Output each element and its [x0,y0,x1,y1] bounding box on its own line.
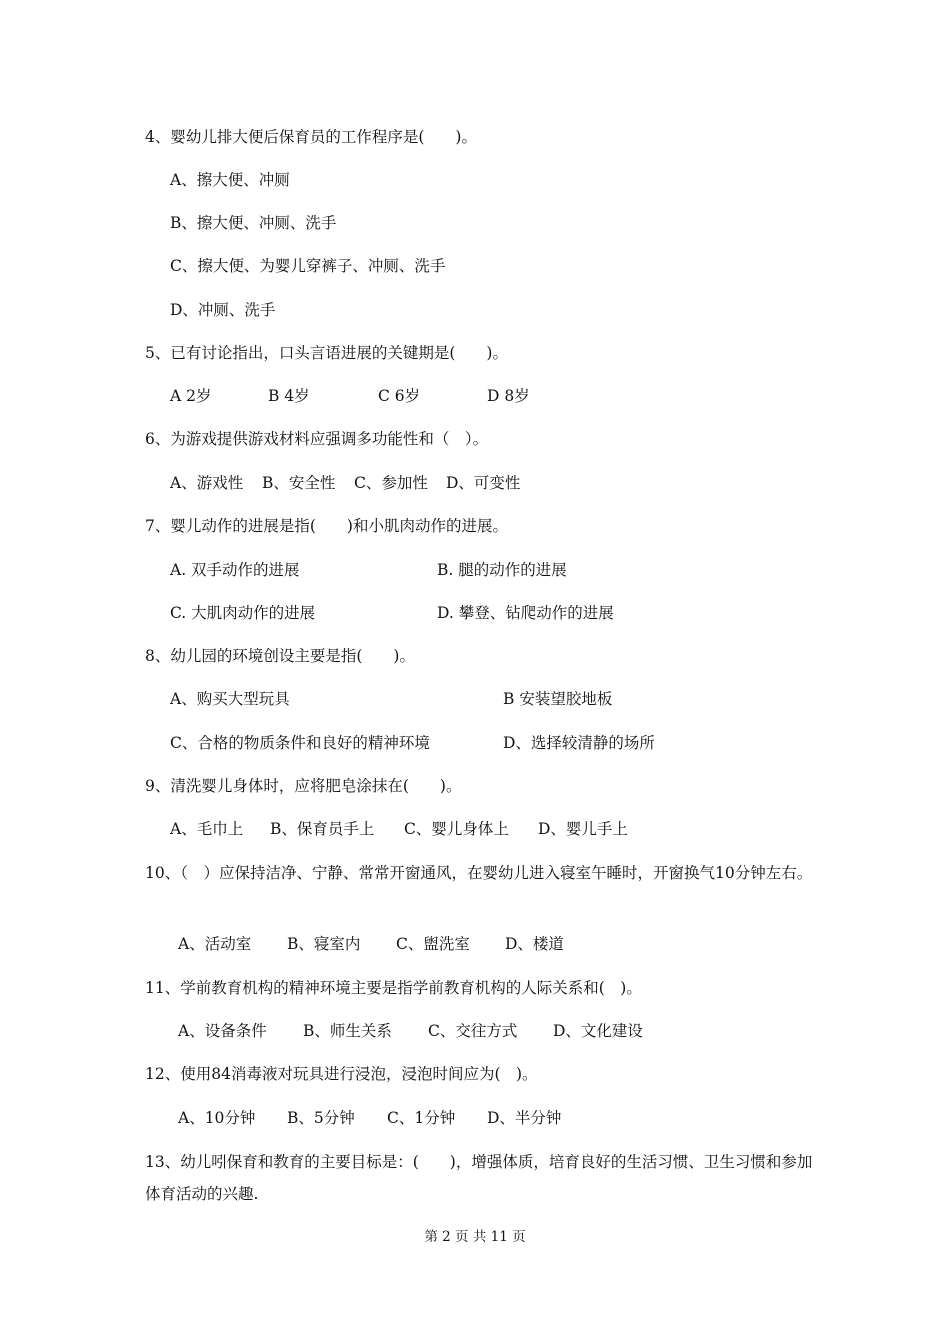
question-9-option-b: B、保育员手上 [270,820,375,838]
question-9-option-a: A、毛巾上 [170,820,244,838]
question-11-option-a: A、设备条件 [178,1022,267,1040]
question-11-option-d: D、文化建设 [553,1022,643,1040]
question-9-stem: 9、清洗婴儿身体时，应将肥皂涂抹在( )。 [145,777,462,795]
question-6-option-c: C、参加性 [354,474,428,492]
question-8-option-b: B 安装望胶地板 [503,690,613,708]
question-8-option-a: A、购买大型玩具 [170,690,290,708]
question-9-option-d: D、婴儿手上 [538,820,628,838]
question-6-option-d: D、可变性 [446,474,521,492]
question-13-stem: 13、幼儿吲保育和教育的主要目标是：( )，增强体质，培育良好的生活习惯、卫生习惯和参加体育活动的兴趣. [145,1153,813,1203]
question-10-option-a: A、活动室 [178,935,252,953]
question-4-option-d: D、冲厕、洗手 [170,301,276,319]
question-4-option-a: A、擦大便、冲厕 [170,171,290,189]
question-7-stem: 7、婴儿动作的进展是指( )和小肌肉动作的进展。 [145,517,508,535]
question-10-option-c: C、盥洗室 [396,935,470,953]
question-12-stem: 12、使用84消毒液对玩具进行浸泡，浸泡时间应为( )。 [145,1065,538,1083]
question-6-option-a: A、游戏性 [170,474,244,492]
page-number-footer: 第 2 页 共 11 页 [424,1229,526,1245]
question-7-option-c: C. 大肌肉动作的进展 [170,604,316,622]
question-5-option-d: D 8岁 [487,387,530,405]
question-6-option-b: B、安全性 [262,474,336,492]
question-8-stem: 8、幼儿园的环境创设主要是指( )。 [145,647,415,665]
question-6-stem: 6、为游戏提供游戏材料应强调多功能性和（ ）。 [145,430,489,448]
question-10-option-b: B、寝室内 [287,935,361,953]
question-5-option-c: C 6岁 [378,387,421,405]
question-11-option-b: B、师生关系 [303,1022,392,1040]
question-4-option-b: B、擦大便、冲厕、洗手 [170,214,337,232]
question-8-option-d: D、选择较清静的场所 [503,734,655,752]
question-8-option-c: C、合格的物质条件和良好的精神环境 [170,734,430,752]
question-5-stem: 5、已有讨论指出，口头言语进展的关键期是( )。 [145,344,508,362]
question-7-option-a: A. 双手动作的进展 [170,561,300,579]
question-12-option-a: A、10分钟 [178,1109,256,1127]
question-5-option-b: B 4岁 [268,387,310,405]
question-11-stem: 11、学前教育机构的精神环境主要是指学前教育机构的人际关系和( )。 [145,979,642,997]
question-7-option-d: D. 攀登、钻爬动作的进展 [437,604,614,622]
question-9-option-c: C、婴儿身体上 [404,820,509,838]
question-10-stem: 10、（ ）应保持洁净、宁静、常常开窗通风，在婴幼儿进入寝室午睡时，开窗换气10分钟左右。 [145,864,813,882]
question-4-option-c: C、擦大便、为婴儿穿裤子、冲厕、洗手 [170,257,446,275]
question-12-option-b: B、5分钟 [287,1109,355,1127]
question-7-option-b: B. 腿的动作的进展 [437,561,567,579]
question-12-option-d: D、半分钟 [487,1109,562,1127]
question-4-stem: 4、婴幼儿排大便后保育员的工作程序是( )。 [145,128,477,146]
question-5-option-a: A 2岁 [170,387,212,405]
question-10-option-d: D、楼道 [505,935,564,953]
question-12-option-c: C、1分钟 [387,1109,456,1127]
question-11-option-c: C、交往方式 [428,1022,518,1040]
